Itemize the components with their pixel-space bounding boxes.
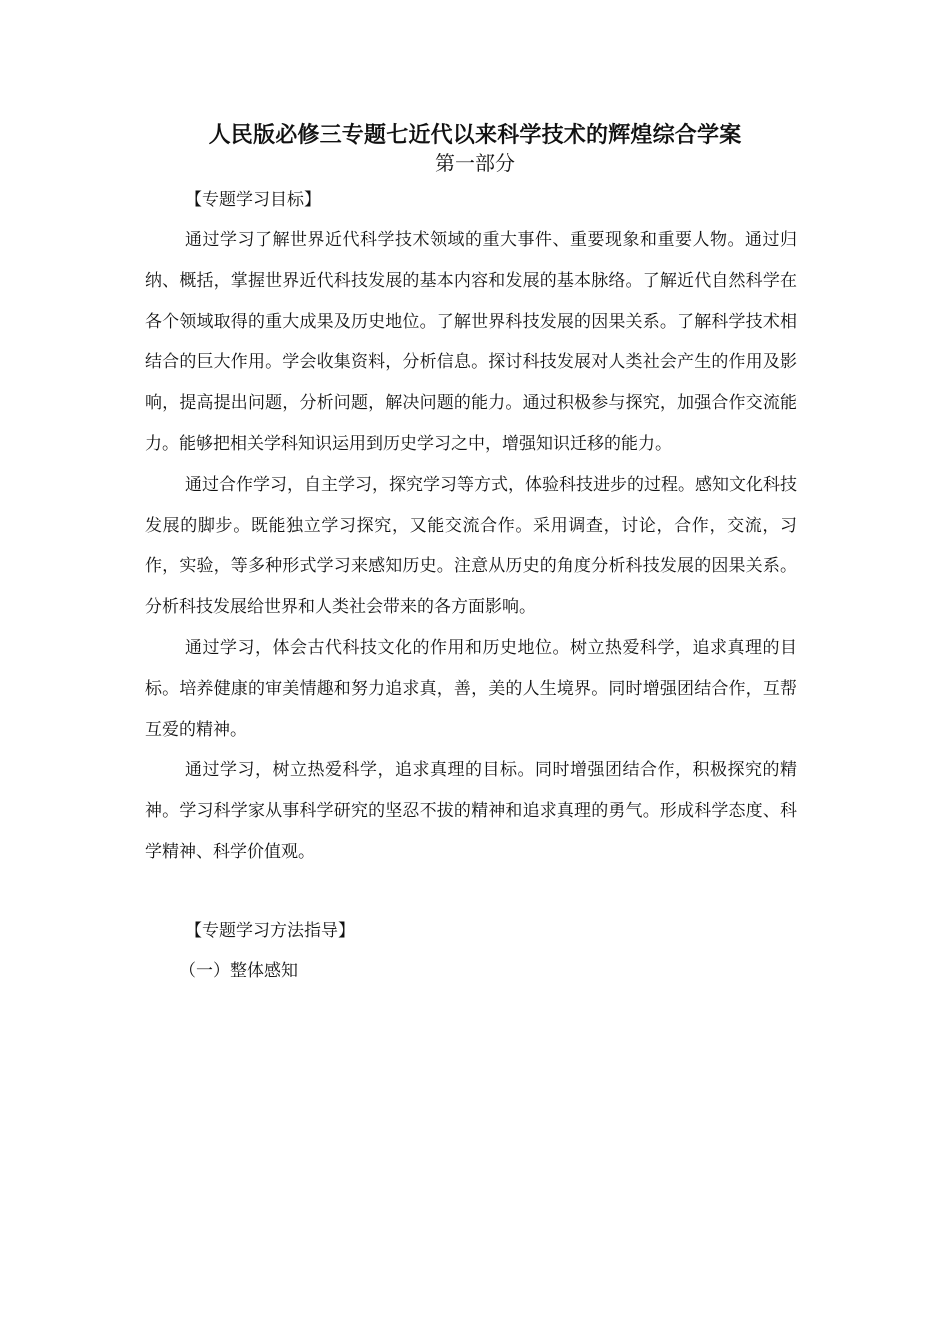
title-block bbox=[0, 120, 950, 176]
paragraph: 通过学习了解世界近代科学技术领域的重大事件、重要现象和重要人物。通过归纳、概括，掌握世界近代科技发展的基本内容和发展的基本脉络。了解近代自然科学在各个领域取得的重大成果及历史地位。了解世界科技发展的因果关系。了解科学技术相结合的巨大作用。学会收集资料，分析信息。探讨科技发展对人类社会产生的作用及影响，提高提出问题，分析问题，解决问题的能力。通过积极参与探究，加强合作交流能力。能够把相关学科知识运用到历史学习之中，增强知识迁移的能力。 bbox=[145, 230, 797, 454]
section-heading-goals: 【专题学习目标】 bbox=[185, 190, 321, 210]
document-subtitle: 第一部分 bbox=[435, 151, 515, 175]
section-heading-methods: 【专题学习方法指导】 bbox=[185, 920, 355, 941]
spacer bbox=[145, 873, 797, 911]
paragraph: 通过合作学习，自主学习，探究学习等方式，体验科技进步的过程。感知文化科技发展的脚步。既能独立学习探究，又能交流合作。采用调查，讨论，合作，交流，习作，实验，等多种形式学习来感知历史。注意从历史的角度分析科技发展的因果关系。分析科技发展给世界和人类社会带来的各方面影响。 bbox=[145, 474, 797, 618]
document-body bbox=[145, 180, 797, 991]
paragraph: 通过学习，树立热爱科学，追求真理的目标。同时增强团结合作，积极探究的精神。学习科学家从事科学研究的坚忍不拔的精神和追求真理的勇气。形成科学态度、科学精神、科学价值观。 bbox=[145, 760, 797, 862]
document-title: 人民版必修三专题七近代以来科学技术的辉煌综合学案 bbox=[208, 122, 742, 148]
paragraph: 通过学习，体会古代科技文化的作用和历史地位。树立热爱科学，追求真理的目标。培养健康的审美情趣和努力追求真，善，美的人生境界。同时增强团结合作，互帮互爱的精神。 bbox=[145, 637, 797, 740]
sub-heading-overview: （一）整体感知 bbox=[179, 960, 298, 981]
